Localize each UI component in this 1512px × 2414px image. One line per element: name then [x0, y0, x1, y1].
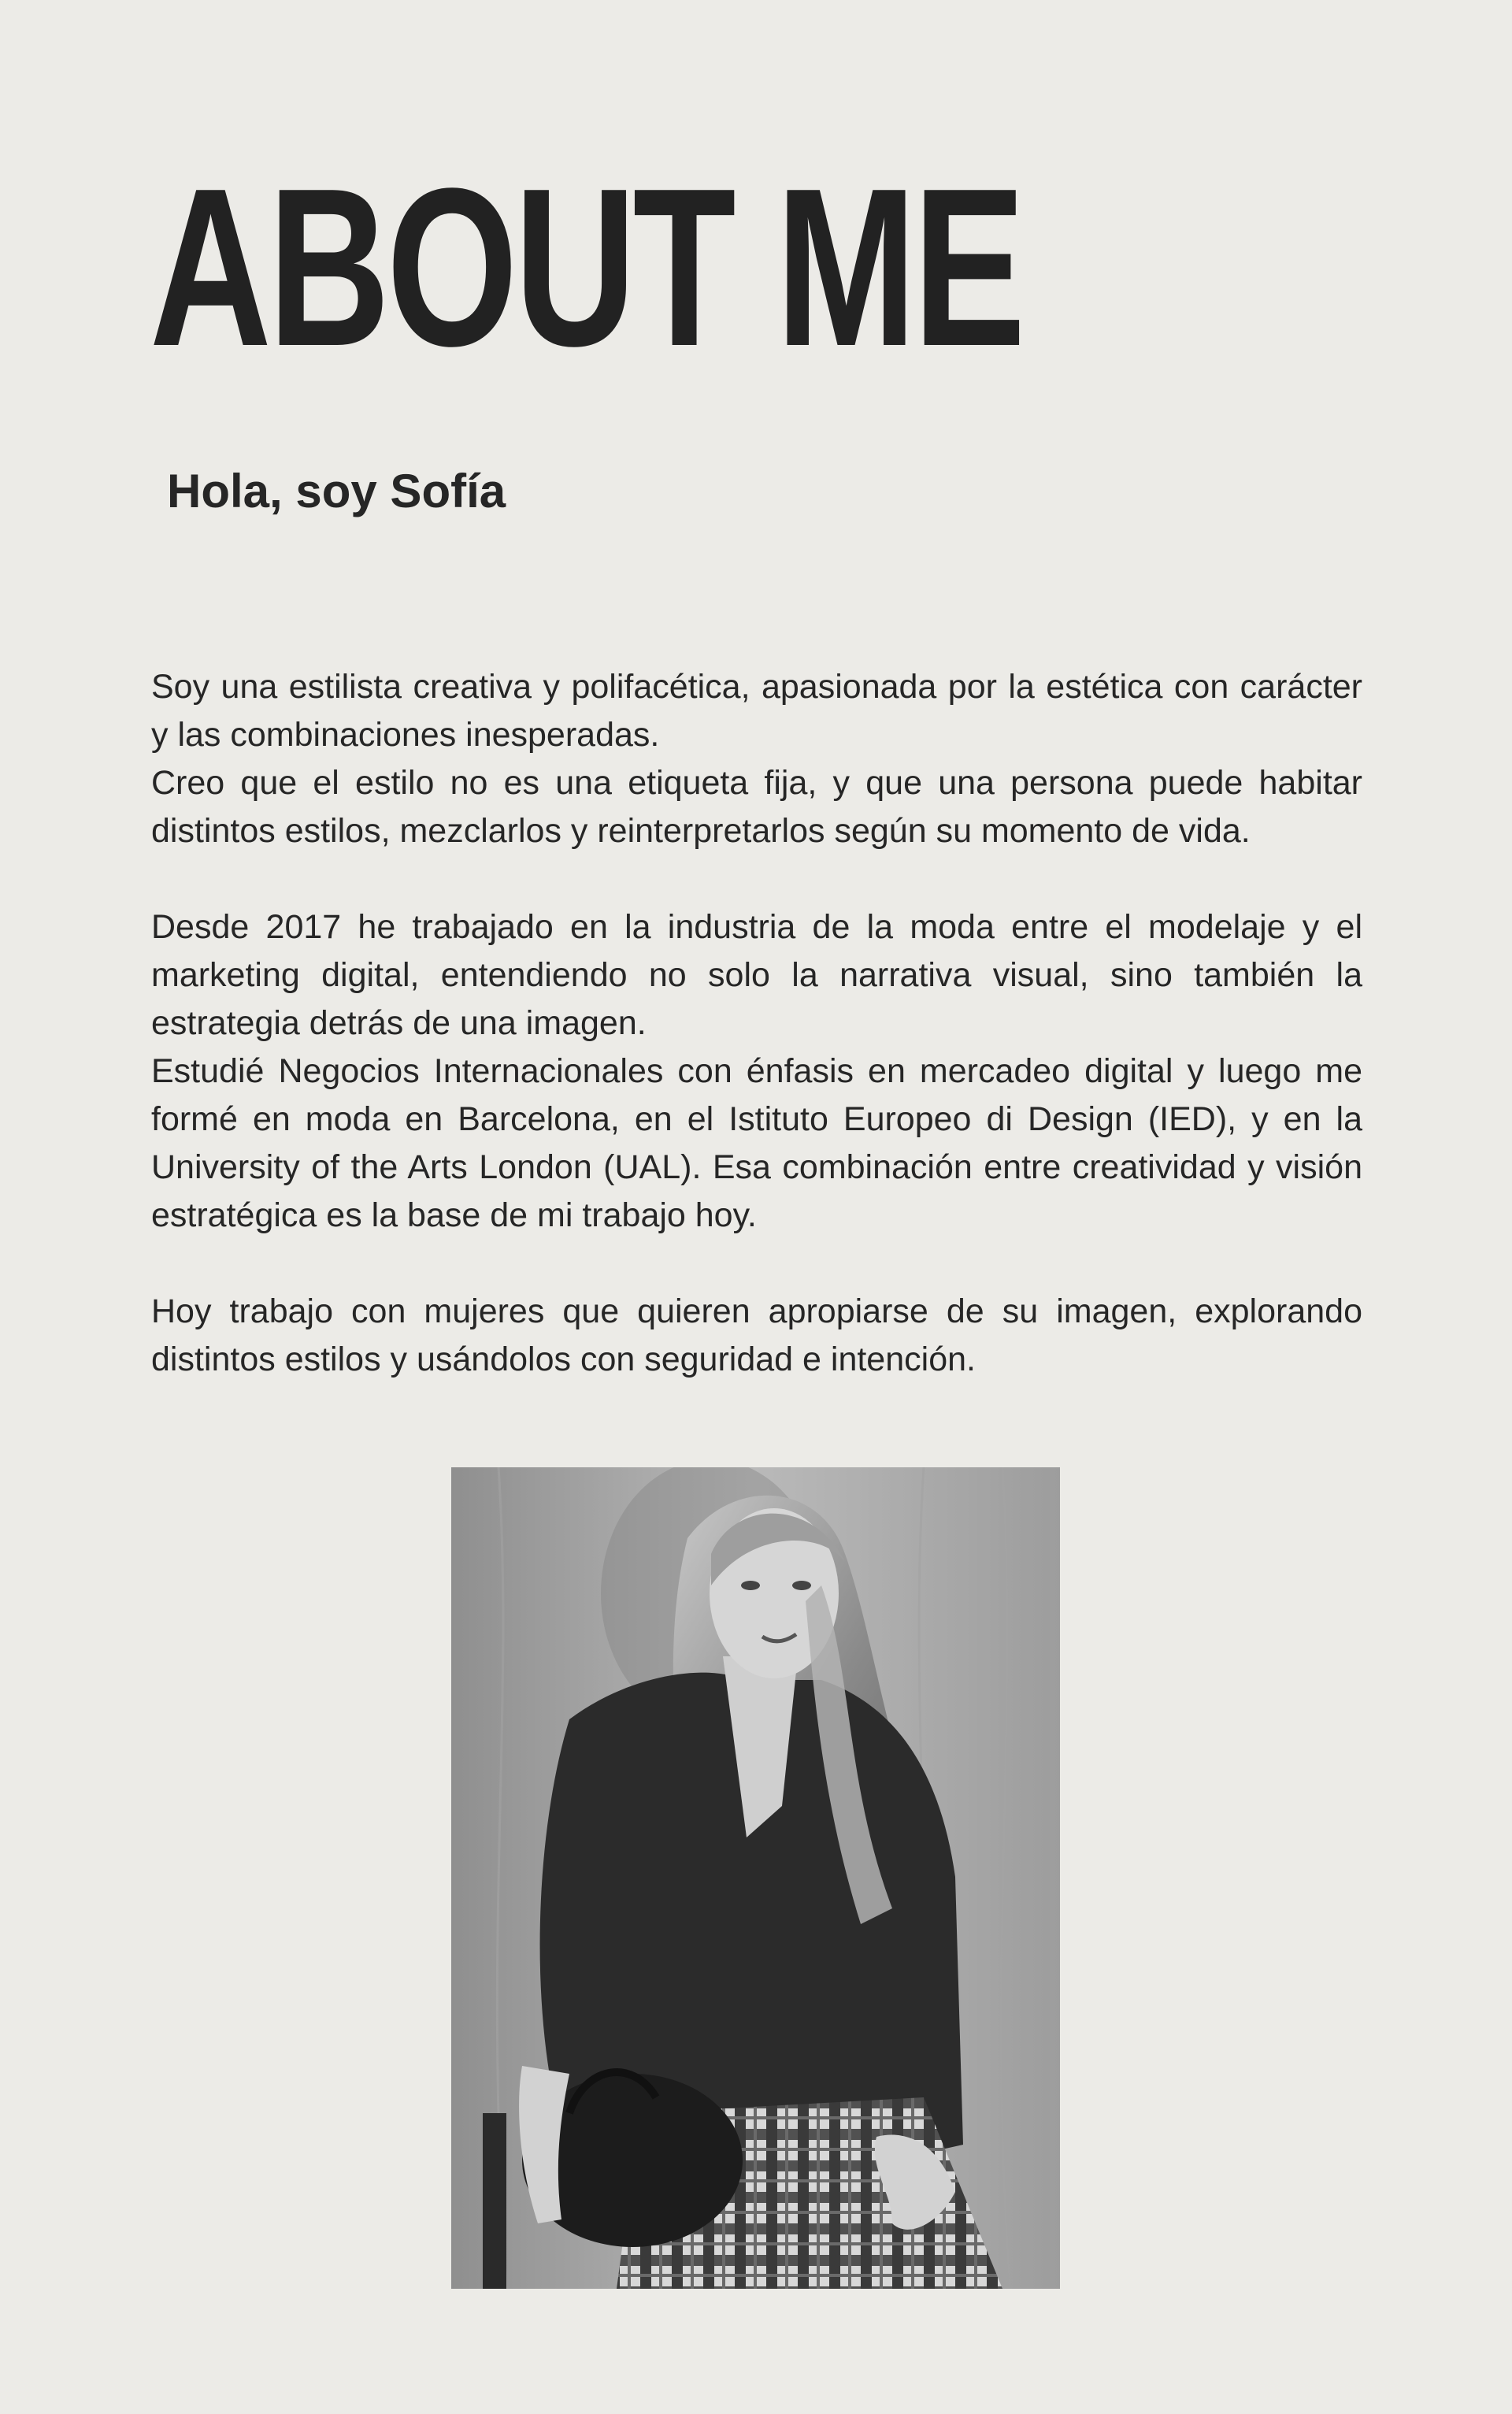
bio-paragraph-5: Hoy trabajo con mujeres que quieren apropiarse de su imagen, explorando distintos estilos y usándolos con seguridad e intención. [151, 1292, 1362, 1378]
bio-paragraph-4: Estudié Negocios Internacionales con énfasis en mercadeo digital y luego me formé en moda en Barcelona, en el Istituto Europeo di Design (IED), y en la University of the Arts London (UAL). Esa combinación entre creatividad y visión estratégica es la base de mi trabajo hoy. [151, 1052, 1362, 1234]
paragraph-spacer [151, 855, 1362, 903]
portrait-photo-icon [451, 1467, 1060, 2289]
page-title: ABOUT ME [150, 141, 1022, 393]
paragraph-spacer [151, 1240, 1362, 1288]
greeting-heading: Hola, soy Sofía [167, 465, 506, 517]
bio-paragraph-1: Soy una estilista creativa y polifacética, apasionada por la estética con carácter y las combinaciones inesperadas. [151, 668, 1362, 754]
portrait-photo [451, 1467, 1060, 2289]
bio-paragraph-2: Creo que el estilo no es una etiqueta fija, y que una persona puede habitar distintos estilos, mezclarlos y reinterpretarlos según su momento de vida. [151, 764, 1362, 850]
bio-paragraph-3: Desde 2017 he trabajado en la industria de la moda entre el modelaje y el marketing digital, entendiendo no solo la narrativa visual, sino también la estrategia detrás de una imagen. [151, 908, 1362, 1042]
bio-text [151, 663, 1362, 1384]
